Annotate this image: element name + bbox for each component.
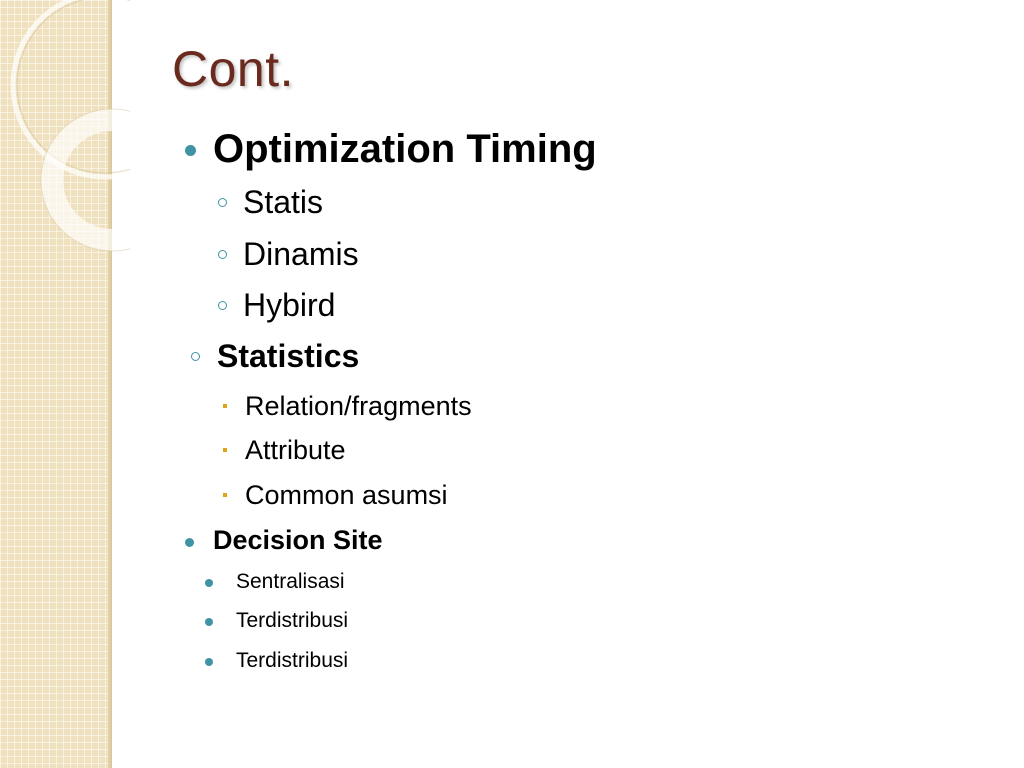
bullet-dot-icon bbox=[185, 538, 194, 547]
bullet-dot-icon bbox=[185, 145, 196, 156]
bullet-ring-icon bbox=[218, 250, 227, 259]
bullet-dot-icon bbox=[205, 658, 213, 666]
slide-title: Cont. bbox=[172, 41, 295, 97]
bullet-square-icon bbox=[223, 448, 227, 452]
bullet-ring-icon bbox=[218, 198, 227, 207]
item-label: Sentralisasi bbox=[236, 570, 345, 593]
item-label: Statistics bbox=[217, 338, 360, 374]
item-label: Terdistribusi bbox=[236, 649, 349, 672]
bullet-ring-icon bbox=[191, 352, 200, 361]
item-label: Terdistribusi bbox=[236, 609, 349, 632]
item-label: Optimization Timing bbox=[213, 127, 597, 171]
item-label: Statis bbox=[243, 184, 324, 220]
item-label: Relation/fragments bbox=[245, 391, 472, 421]
item-label: Hybird bbox=[243, 287, 336, 323]
bullet-dot-icon bbox=[205, 618, 213, 626]
decorative-circles bbox=[0, 0, 130, 260]
bullet-square-icon bbox=[223, 493, 227, 497]
item-label: Dinamis bbox=[243, 236, 359, 272]
bullet-dot-icon bbox=[205, 579, 213, 587]
bullet-square-icon bbox=[223, 404, 227, 408]
item-label: Common asumsi bbox=[245, 480, 448, 510]
item-label: Decision Site bbox=[213, 525, 383, 555]
item-label: Attribute bbox=[245, 435, 346, 465]
bullet-ring-icon bbox=[218, 301, 227, 310]
